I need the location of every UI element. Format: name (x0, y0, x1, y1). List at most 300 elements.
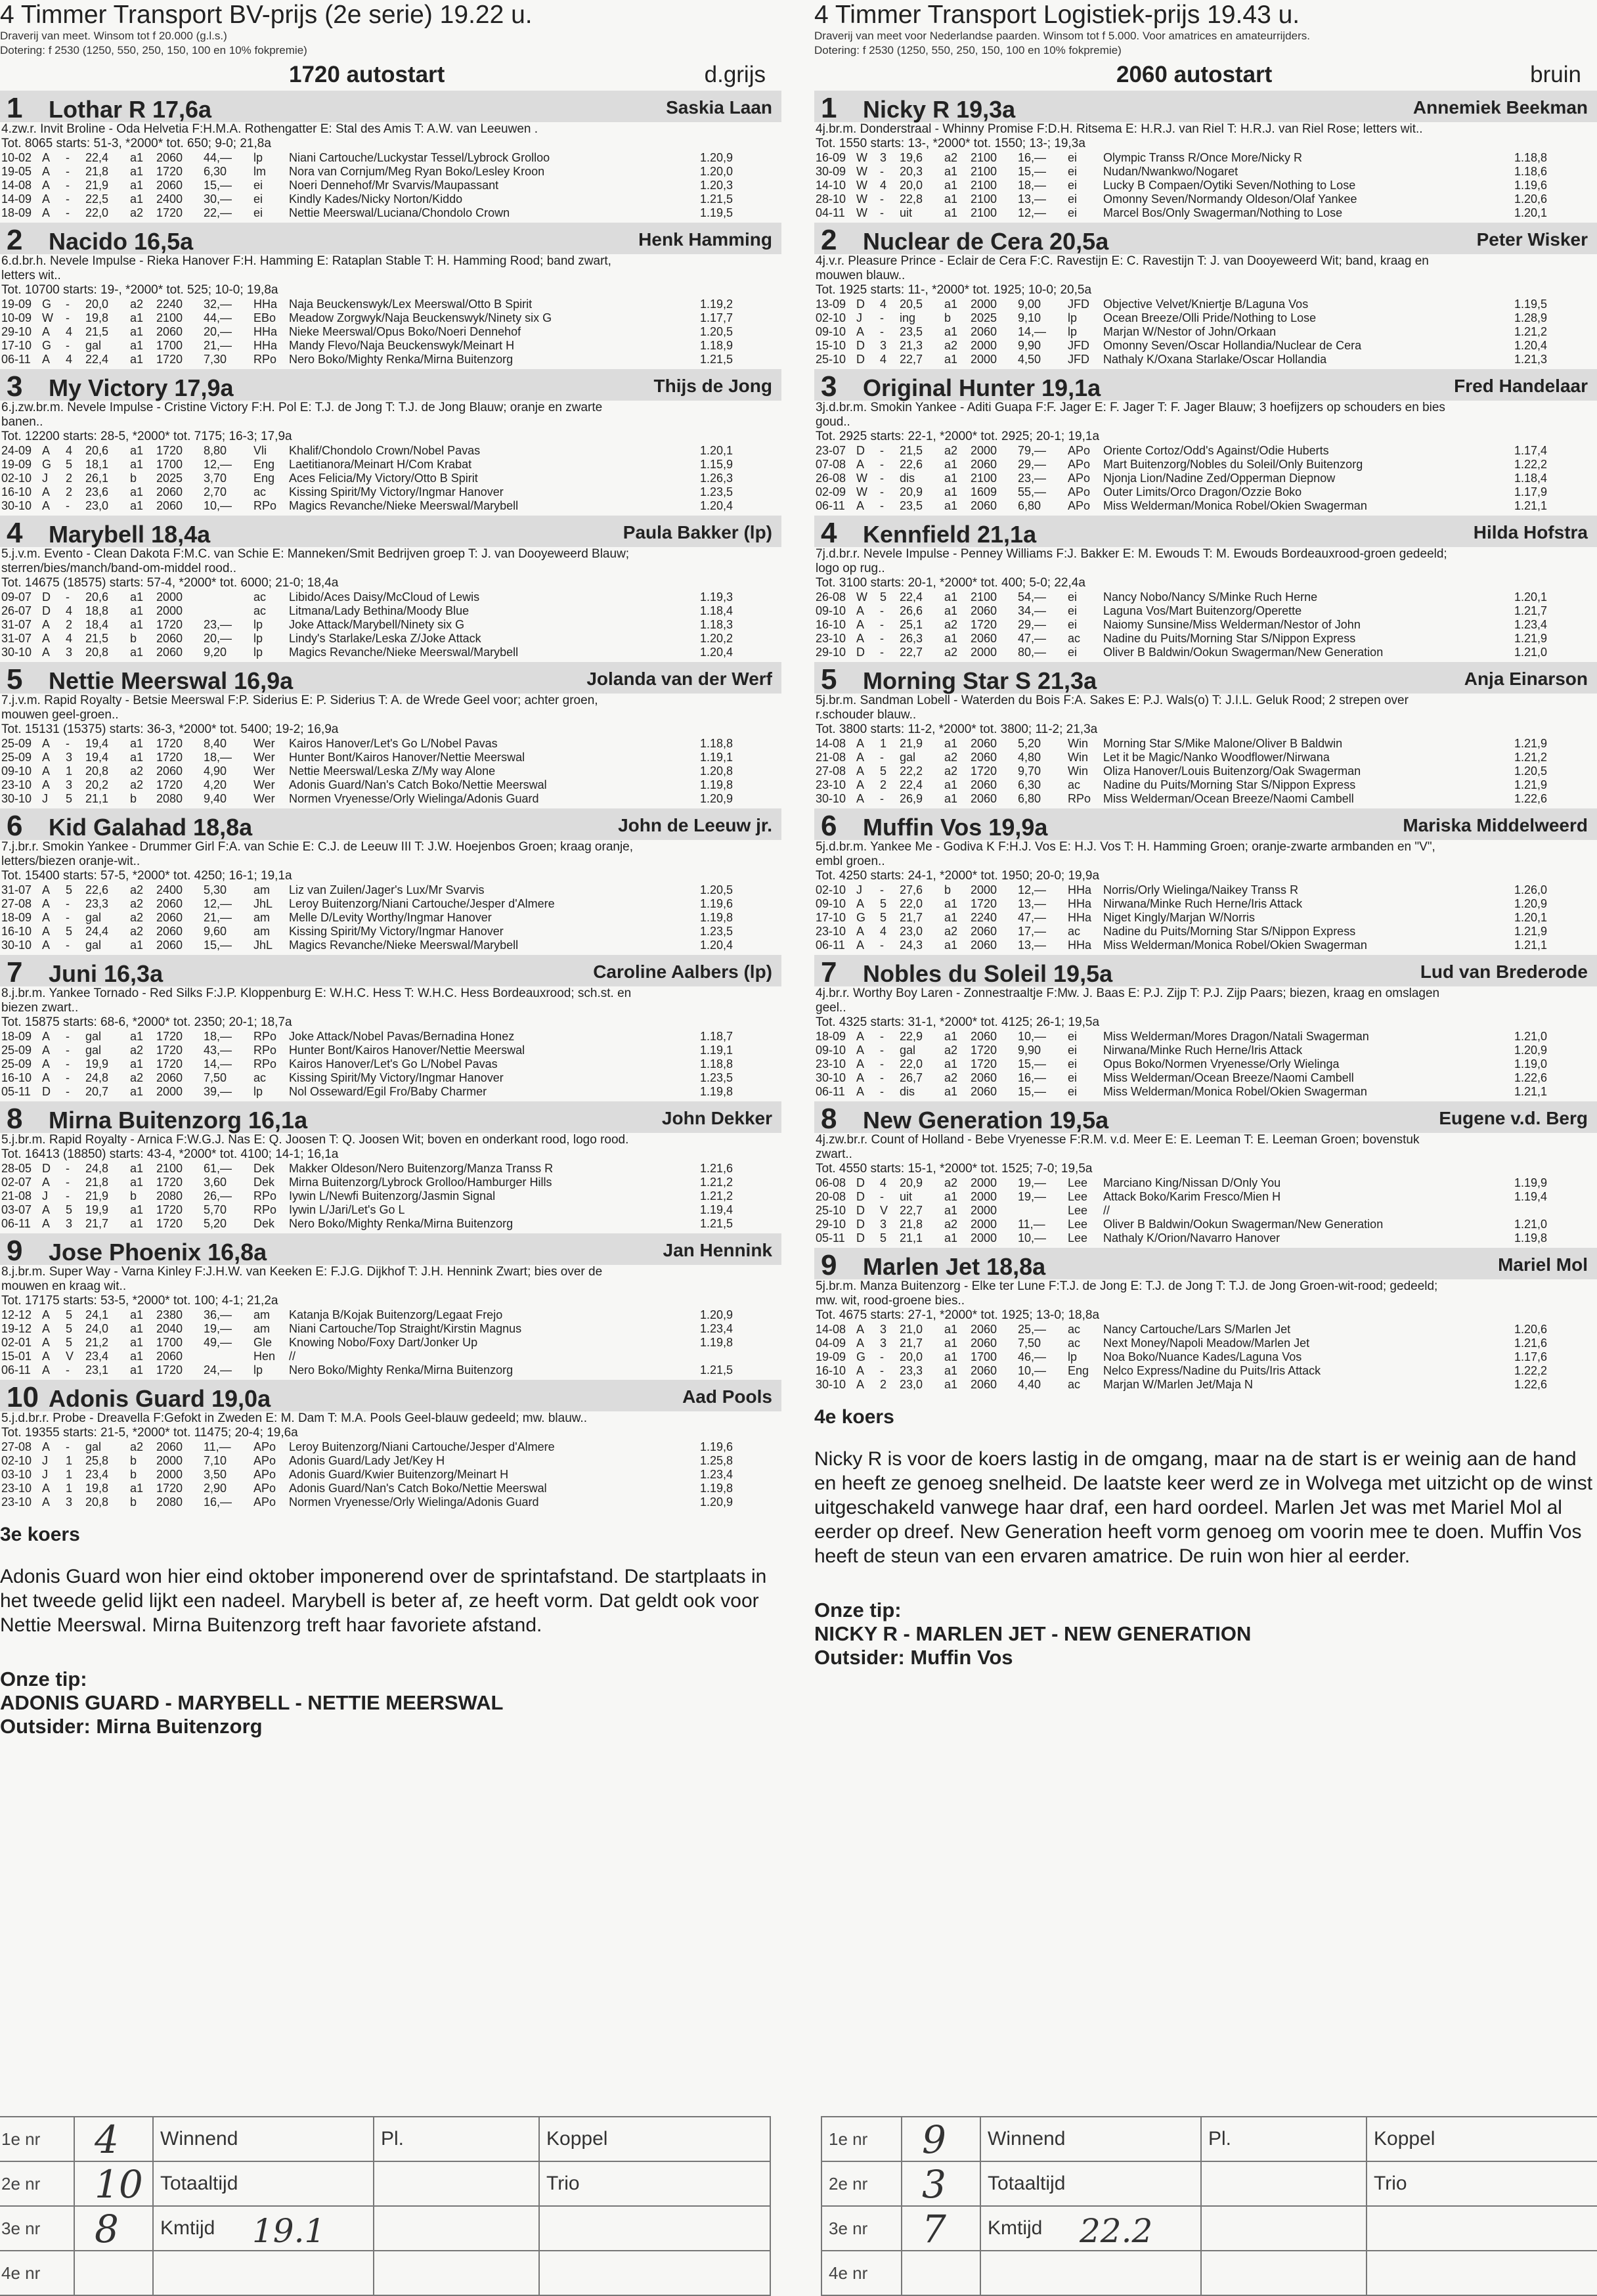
race-distance: 2060 (971, 778, 997, 791)
race-distance: 2000 (971, 1218, 997, 1231)
horse-name: Adonis Guard 19,0a (49, 1385, 271, 1412)
form-place-field[interactable] (374, 2251, 540, 2295)
race-driver: JFD (1068, 298, 1089, 311)
race-track: D (856, 1176, 865, 1189)
race-driver: Wer (253, 764, 275, 778)
race-distance: 2060 (156, 938, 183, 952)
race-odds: 21,— (204, 339, 232, 352)
race-position: 3 (880, 339, 887, 352)
race-driver: RPo (253, 353, 277, 366)
horse-number: 9 (7, 1235, 23, 1267)
race-time: 1.19,8 (1514, 1231, 1547, 1245)
race-row (1, 458, 737, 472)
race-driver: am (253, 883, 271, 896)
horse-name: Nettie Meerswal 16,9a (49, 667, 294, 694)
race-row (1, 764, 737, 778)
race-distance: 2060 (156, 179, 183, 192)
form-row (822, 2251, 1597, 2296)
race-surface: a1 (944, 325, 958, 338)
race-time: 1.21,3 (1514, 353, 1547, 366)
race-distance: 1720 (156, 353, 183, 366)
form-bet-field[interactable] (981, 2117, 1202, 2161)
race-surface: a1 (944, 792, 958, 805)
race-row (816, 1323, 1551, 1336)
form-pick-field[interactable] (902, 2251, 981, 2295)
race-position: - (880, 1350, 884, 1363)
race-odds: 12,— (1018, 206, 1047, 219)
race-odds: 25,— (1018, 1323, 1047, 1336)
race-rate: 22,5 (85, 192, 109, 206)
form-bet-field[interactable] (154, 2207, 374, 2250)
race-odds: 32,— (204, 298, 232, 311)
horse-entry (814, 516, 1597, 659)
race-row (1, 1482, 737, 1495)
driver-name: Caroline Aalbers (lp) (593, 961, 772, 982)
form-bet-field[interactable] (154, 2251, 374, 2295)
race-date: 28-10 (816, 192, 846, 206)
race-date: 23-10 (816, 632, 846, 645)
race-surface: a1 (944, 192, 958, 206)
race-position: - (880, 618, 884, 631)
race-result: Nero Boko/Mighty Renka/Mirna Buitenzorg (289, 353, 514, 366)
race-driver: ac (1068, 1336, 1081, 1350)
horse-career-stats: Tot. 4250 starts: 24-1, *2000* tot. 1950; 20-0; 19,9a (816, 869, 1100, 883)
race-date: 30-10 (816, 1378, 846, 1391)
race-result: Mandy Flevo/Naja Beuckenswyk/Meinart H (289, 339, 515, 352)
race-date: 30-10 (1, 646, 32, 659)
race-prize-money: Dotering: f 2530 (1250, 550, 250, 150, 100 en 10% fokpremie) (0, 44, 307, 56)
race-track: A (856, 764, 865, 778)
horse-name: Nuclear de Cera 20,5a (863, 228, 1109, 255)
race-surface: a2 (130, 1440, 144, 1453)
form-place-field[interactable] (374, 2207, 540, 2250)
form-row (822, 2117, 1597, 2162)
race-time: 1.19,8 (699, 778, 733, 791)
form-label: Totaaltijd (160, 2173, 238, 2194)
form-pick-field[interactable] (902, 2162, 981, 2205)
race-driver: Vli (253, 444, 267, 457)
handwritten-value: 19.1 (252, 2212, 326, 2250)
race-date: 02-09 (816, 485, 846, 498)
race-position: V (66, 1350, 74, 1363)
race-result: Nadine du Puits/Morning Star S/Nippon Express (1103, 778, 1356, 791)
race-position: - (66, 179, 70, 192)
race-driver: Lee (1068, 1218, 1088, 1231)
race-time: 1.18,8 (1514, 151, 1547, 164)
race-result: Hunter Bont/Kairos Hanover/Nettie Meerswal (289, 1044, 525, 1057)
form-place-field[interactable] (1202, 2251, 1367, 2295)
horse-name: Muffin Vos 19,9a (863, 814, 1048, 841)
race-result: Miss Welderman/Monica Robel/Okien Swagerman (1103, 499, 1367, 512)
horse-pedigree: 7.j.br.r. Smokin Yankee - Drummer Girl F:A. van Schie E: C.J. de Leeuw III T: J.W. Hoejenbos Groen; kraag oranje, (1, 840, 634, 854)
race-result: Oliver B Baldwin/Ookun Swagerman/New Generation (1103, 646, 1384, 659)
tip-outsider: Outsider: Muffin Vos (814, 1646, 1013, 1669)
horse-entry (814, 91, 1597, 220)
race-time: 1.21,9 (1514, 632, 1547, 645)
form-combo-field[interactable] (540, 2162, 771, 2205)
race-time: 1.21,2 (1514, 325, 1547, 338)
race-track: A (42, 1057, 51, 1071)
race-position: - (66, 1440, 70, 1453)
race-result: Khalif/Chondolo Crown/Nobel Pavas (289, 444, 481, 457)
race-distance: 1720 (971, 1044, 997, 1057)
race-date: 26-08 (816, 472, 846, 485)
race-driver: Dek (253, 1217, 275, 1230)
race-track: A (42, 165, 51, 178)
race-row (816, 472, 1551, 485)
race-position: 5 (880, 764, 887, 778)
race-odds: 5,30 (204, 883, 227, 896)
race-surface: a1 (944, 353, 958, 366)
race-odds: 19,— (1018, 1190, 1047, 1203)
race-result: Mart Buitenzorg/Nobles du Soleil/Only Buitenzorg (1103, 458, 1363, 471)
race-time: 1.19,8 (699, 1336, 733, 1349)
race-time: 1.19,4 (699, 1203, 733, 1216)
race-rate: 22,7 (900, 646, 923, 659)
race-result: Kissing Spirit/My Victory/Ingmar Hanover (289, 485, 504, 498)
race-distance: 1720 (156, 1203, 183, 1216)
horse-header (814, 369, 1597, 401)
race-distance: 2000 (971, 444, 997, 457)
horse-header (814, 1248, 1597, 1279)
race-driver: Eng (253, 472, 275, 485)
horse-name: Lothar R 17,6a (49, 96, 212, 123)
race-odds: 10,— (1018, 1030, 1047, 1043)
race-row (1, 1203, 737, 1217)
race-rate: 21,8 (900, 1218, 923, 1231)
race-position: 5 (66, 1322, 73, 1335)
form-combo-field[interactable] (1367, 2162, 1597, 2205)
race-date: 16-10 (1, 925, 32, 938)
horse-entry (0, 662, 781, 806)
race-odds: 46,— (1018, 1350, 1047, 1363)
race-row (816, 444, 1551, 458)
race-date: 26-08 (816, 590, 846, 604)
race-rate: 25,1 (900, 618, 923, 631)
form-combo-field[interactable] (1367, 2207, 1597, 2250)
race-rate: 20,5 (900, 298, 923, 311)
race-row (1, 778, 737, 792)
horse-career-stats: Tot. 4325 starts: 31-1, *2000* tot. 4125; 26-1; 19,5a (816, 1015, 1100, 1029)
form-label: Winnend (160, 2128, 238, 2150)
form-bet-field[interactable] (154, 2162, 374, 2205)
race-date: 06-11 (1, 1363, 31, 1377)
race-surface: a1 (944, 778, 958, 791)
form-place-field[interactable] (374, 2162, 540, 2205)
race-date: 19-09 (1, 458, 32, 471)
race-surface: a1 (130, 1322, 144, 1335)
race-position: - (66, 298, 70, 311)
race-distance: 2060 (156, 151, 183, 164)
race-rate: 19,4 (85, 737, 109, 750)
race-position: - (880, 311, 884, 324)
race-position: - (880, 632, 884, 645)
race-time: 1.18,8 (699, 1057, 733, 1071)
driver-name: Fred Handelaar (1454, 376, 1588, 396)
race-date: 17-10 (816, 911, 846, 924)
race-time: 1.20,6 (1514, 192, 1547, 206)
race-time: 1.20,5 (1514, 764, 1547, 778)
race-date: 09-10 (816, 897, 846, 910)
form-combo-field[interactable] (1367, 2117, 1597, 2161)
race-surface: a1 (130, 1203, 144, 1216)
form-pick-field[interactable] (75, 2207, 154, 2250)
race-result: Miss Welderman/Ocean Breeze/Naomi Cambell (1103, 1071, 1354, 1084)
race-position: 5 (66, 925, 73, 938)
race-rate: 21,0 (900, 1323, 923, 1336)
race-result: Laguna Vos/Mart Buitenzorg/Operette (1103, 604, 1302, 617)
race-position: 4 (66, 325, 73, 338)
form-race-number-label (822, 2162, 902, 2205)
race-result: Ocean Breeze/Olli Pride/Nothing to Lose (1103, 311, 1317, 324)
horse-entry (0, 1380, 781, 1509)
race-distance: 2060 (971, 458, 997, 471)
race-row (1, 444, 737, 458)
race-odds: 14,— (204, 1057, 232, 1071)
race-rate: 22,8 (900, 192, 923, 206)
race-time: 1.20,4 (699, 499, 733, 512)
race-result: Makker Oldeson/Nero Buitenzorg/Manza Transs R (289, 1162, 554, 1175)
race-distance: 2060 (971, 1364, 997, 1377)
race-odds: 18,— (204, 1030, 232, 1043)
form-bet-field[interactable] (981, 2162, 1202, 2205)
race-odds: 9,90 (1018, 1044, 1041, 1057)
race-date: 23-07 (816, 444, 846, 457)
race-result: Joke Attack/Marybell/Ninety six G (289, 618, 465, 631)
horse-number: 4 (821, 517, 837, 549)
race-row (816, 1190, 1551, 1204)
race-time: 1.21,0 (1514, 1030, 1547, 1043)
race-track: J (856, 311, 862, 324)
race-surface: a1 (130, 604, 144, 617)
race-result: Nadine du Puits/Morning Star S/Nippon Express (1103, 632, 1356, 645)
race-distance: 1609 (971, 485, 997, 498)
race-odds: 15,— (1018, 165, 1047, 178)
race-driver: ac (253, 485, 267, 498)
race-surface: a1 (944, 1231, 958, 1245)
form-label: 4e nr (1, 2263, 41, 2283)
race-surface: a1 (944, 938, 958, 952)
horse-number: 5 (7, 663, 23, 695)
race-result: Niget Kingly/Marjan W/Norris (1103, 911, 1256, 924)
race-rate: 24,3 (900, 938, 923, 952)
driver-name: Lud van Brederode (1420, 961, 1588, 982)
race-time: 1.17,6 (1514, 1350, 1547, 1363)
recent-races-table (1, 298, 737, 366)
form-bet-field[interactable] (981, 2207, 1202, 2250)
horse-name: New Generation 19,5a (863, 1107, 1109, 1134)
race-driver: Lee (1068, 1204, 1088, 1217)
race-conditions: Draverij van meet voor Nederlandse paarden. Winsom tot f 5.000. Voor amatrices en amateurrijders. (814, 30, 1310, 42)
race-rate: gal (85, 938, 102, 952)
form-bet-field[interactable] (981, 2251, 1202, 2295)
form-place-field[interactable] (1202, 2162, 1367, 2205)
koers-heading: 4e koers (814, 1406, 894, 1428)
race-position: - (880, 206, 884, 219)
horse-pedigree-cont: r.schouder blauw.. (816, 708, 917, 722)
race-distance: 2025 (971, 311, 997, 324)
race-rate: 20,9 (900, 485, 923, 498)
race-rate: 22,2 (900, 764, 923, 778)
form-place-field[interactable] (1202, 2207, 1367, 2250)
race-odds: 61,— (204, 1162, 232, 1175)
horse-pedigree-cont: letters wit.. (1, 269, 61, 282)
race-row (816, 1378, 1551, 1392)
form-combo-field[interactable] (1367, 2251, 1597, 2295)
tip-selection: ADONIS GUARD - MARYBELL - NETTIE MEERSWAL (0, 1691, 504, 1714)
form-pick-field[interactable] (902, 2117, 981, 2161)
race-distance: 2000 (971, 298, 997, 311)
horse-pedigree-cont: geel.. (816, 1001, 846, 1015)
race-distance: 2040 (156, 1322, 183, 1335)
form-combo-field[interactable] (540, 2207, 771, 2250)
race-result: Joke Attack/Nobel Pavas/Bernadina Honez (289, 1030, 515, 1043)
race-odds: 5,20 (1018, 737, 1041, 750)
recent-races-table (1, 737, 737, 806)
race-track: A (856, 458, 865, 471)
race-odds: 29,— (1018, 618, 1047, 631)
race-track: A (42, 632, 51, 645)
race-rate: 26,3 (900, 632, 923, 645)
race-row (816, 1085, 1551, 1099)
race-surface: a1 (130, 458, 144, 471)
race-row (1, 1085, 737, 1099)
race-time: 1.21,7 (1514, 604, 1547, 617)
race-time: 1.19,9 (1514, 1176, 1547, 1189)
horse-number: 2 (821, 224, 837, 256)
horse-pedigree: 5j.br.m. Manza Buitenzorg - Elke ter Lune F:T.J. de Jong E: T.J. de Jong T: T.J. de Jong Groen-wit-rood; gedeeld; (816, 1279, 1438, 1293)
recent-races-table (1, 151, 737, 220)
race-driver: RPo (253, 1044, 277, 1057)
race-date: 10-02 (1, 151, 32, 164)
race-surface: a2 (944, 1071, 958, 1084)
race-time: 1.19,6 (699, 897, 733, 910)
race-driver: APo (1068, 499, 1091, 512)
recent-races-table (816, 1176, 1551, 1245)
race-distance: 2060 (156, 325, 183, 338)
form-row (0, 2162, 771, 2207)
race-result: Oliver B Baldwin/Ookun Swagerman/New Generation (1103, 1218, 1384, 1231)
race-distance: 2060 (156, 1071, 183, 1084)
race-odds: 13,— (1018, 938, 1047, 952)
race-result: Nettie Meerswal/Leska Z/My way Alone (289, 764, 496, 778)
race-odds: 49,— (204, 1336, 232, 1349)
race-distance: 1720 (156, 1030, 183, 1043)
race-surface: b (944, 883, 952, 896)
race-position: 3 (880, 1218, 887, 1231)
race-rate: 23,3 (85, 897, 109, 910)
race-odds: 20,— (204, 632, 232, 645)
race-rate: 22,6 (85, 883, 109, 896)
form-pick-field[interactable] (75, 2162, 154, 2205)
race-surface: a2 (944, 646, 958, 659)
race-odds: 11,— (1018, 1218, 1045, 1231)
horse-career-stats: Tot. 4550 starts: 15-1, *2000* tot. 1525; 7-0; 19,5a (816, 1162, 1093, 1176)
race-result: Nieke Meerswal/Opus Boko/Noeri Dennehof (289, 325, 521, 338)
race-driver: Dek (253, 1162, 275, 1175)
recent-races-table (816, 1030, 1551, 1099)
race-track: A (42, 646, 51, 659)
form-combo-field[interactable] (540, 2117, 771, 2161)
horse-list (0, 91, 781, 1509)
race-track: A (42, 1071, 51, 1084)
race-track: G (42, 339, 52, 352)
race-odds: 19,— (204, 1322, 232, 1335)
horse-name: Mirna Buitenzorg 16,1a (49, 1107, 308, 1134)
horse-entry (814, 369, 1597, 513)
race-driver: ac (1068, 1378, 1081, 1391)
race-distance: 2025 (156, 472, 183, 485)
race-date: 30-10 (1, 499, 32, 512)
form-combo-field[interactable] (540, 2251, 771, 2295)
form-label: Pl. (1208, 2128, 1232, 2150)
race-driver: EBo (253, 311, 276, 324)
race-surface: a1 (130, 1030, 144, 1043)
race-position: 5 (880, 1231, 887, 1245)
race-distance: 2060 (971, 1085, 997, 1098)
race-driver: Lee (1068, 1231, 1088, 1245)
race-position: - (66, 206, 70, 219)
race-surface: a2 (944, 618, 958, 631)
race-date: 21-08 (816, 751, 846, 764)
race-position: - (66, 192, 70, 206)
race-odds: 20,— (204, 325, 232, 338)
race-track: D (42, 1162, 51, 1175)
race-surface: a1 (944, 1336, 958, 1350)
race-odds: 34,— (1018, 604, 1047, 617)
race-track: A (856, 897, 865, 910)
race-odds: 36,— (204, 1308, 232, 1321)
horse-pedigree: 5.j.d.br.r. Probe - Dreavella F:Gefokt in Zweden E: M. Dam T: M.A. Pools Geel-blauw gedeeld; mw. blauw.. (1, 1411, 587, 1425)
race-time: 1.17,4 (1514, 444, 1547, 457)
race-row (1, 1336, 737, 1350)
form-place-field[interactable] (374, 2117, 540, 2161)
race-time: 1.17,9 (1514, 485, 1547, 498)
race-position: 3 (880, 1336, 887, 1350)
form-label: Kmtijd (988, 2217, 1043, 2239)
race-position: - (880, 604, 884, 617)
horse-pedigree: 7j.d.br.r. Nevele Impulse - Penney Williams F:J. Bakker E: M. Ewouds T: M. Ewouds Bordeauxrood-groen gedeeld; (816, 547, 1447, 561)
form-place-field[interactable] (1202, 2117, 1367, 2161)
race-position: - (880, 1364, 884, 1377)
race-rate: 21,5 (900, 444, 923, 457)
koers-heading: 3e koers (0, 1524, 80, 1545)
race-surface: a1 (130, 1217, 144, 1230)
race-time: 1.20,5 (699, 325, 733, 338)
form-pick-field[interactable] (902, 2207, 981, 2250)
horse-pedigree-cont: mw. wit, rood-groene bies.. (816, 1294, 965, 1308)
race-rate: 21,9 (85, 179, 109, 192)
form-pick-field[interactable] (75, 2117, 154, 2161)
form-pick-field[interactable] (75, 2251, 154, 2295)
race-rate: 25,8 (85, 1454, 109, 1467)
race-position: 3 (66, 1495, 73, 1509)
race-date: 06-11 (1, 1217, 31, 1230)
race-row (1, 192, 737, 206)
race-position: - (66, 737, 70, 750)
race-position: - (880, 792, 884, 805)
race-distance: 2000 (971, 1231, 997, 1245)
race-date: 09-10 (1, 764, 32, 778)
race-row (816, 1176, 1551, 1190)
race-date: 02-10 (1, 1454, 32, 1467)
race-date: 09-10 (816, 325, 846, 338)
race-surface: a2 (944, 925, 958, 938)
race-track: A (42, 1030, 51, 1043)
race-track: A (42, 179, 51, 192)
race-odds: 47,— (1018, 632, 1047, 645)
form-bet-field[interactable] (154, 2117, 374, 2161)
